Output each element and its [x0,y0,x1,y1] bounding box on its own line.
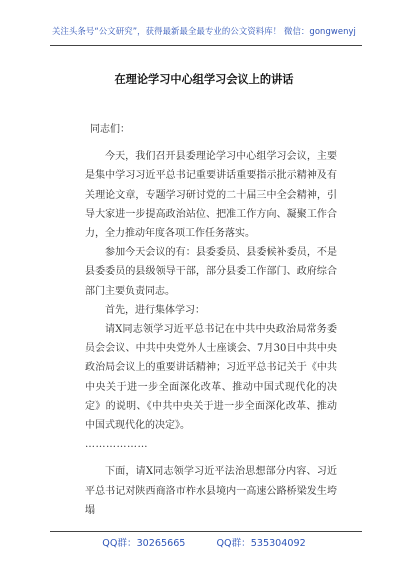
salutation: 同志们： [90,124,130,135]
paragraph-next: 下面，请X同志领学习近平法治思想部分内容、习近平总书记对陕西商洛市柞水县境内一高速公路桥梁发生垮塌 [85,466,337,516]
document-title: 在理论学习中心组学习会议上的讲话 [114,73,294,86]
footer-qq-group-1: QQ群：30265665 [102,538,186,549]
footer [0,535,408,549]
paragraph-study-content: 请X同志领学习近平总书记在中共中央政治局常务委员会会议、中共中央党外人士座谈会、7月30日中共中央政治局会议上的重要讲话精神；习近平总书记关于《中共中央关于进一步全面深化改革、推动中国式现代化的决定》的说明、《中共中央关于进一步全面深化改革、推动中国式现代化的决定》。 [85,324,337,432]
paragraph-first-step: 首先，进行集体学习： [105,304,205,316]
document-body [85,120,337,520]
footer-qq-group-2: QQ群：535304092 [216,538,306,549]
ellipsis-line: ……………… [85,439,148,451]
header-note: 关注头条号“公文研究”，获得最新最全最专业的公文资料库！ 微信：gongwenyj [52,26,356,36]
paragraph-intro: 今天，我们召开县委理论学习中心组学习会议，主要是集中学习习近平总书记重要讲话重要指示批示精神及有关理论文章，专题学习研讨党的二十届三中全会精神，引导大家进一步提高政治站位、把准工作方向、凝聚工作合力，全力推动年度各项工作任务落实。 [85,151,337,240]
footer-divider [50,531,362,532]
paragraph-attendees: 参加今天会议的有：县委委员、县委候补委员，不是县委委员的县级领导干部，部分县委工作部门、政府综合部门主要负责同志。 [85,247,337,297]
header-divider [50,45,362,46]
